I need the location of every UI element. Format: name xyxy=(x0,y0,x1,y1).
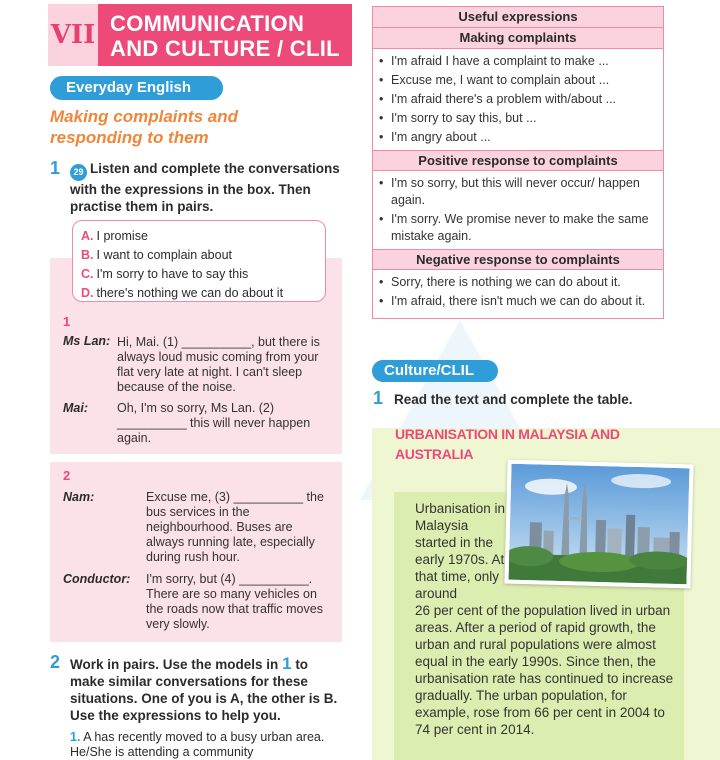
article-title: URBANISATION IN MALAYSIA AND AUSTRALIA xyxy=(395,426,620,462)
everyday-english-pill: Everyday English xyxy=(50,76,223,100)
task2-number: 2 xyxy=(50,652,61,672)
speaker-nam: Nam: xyxy=(63,490,95,504)
negative-response-list xyxy=(373,270,663,314)
task1-instruction-text: Listen and complete the conversations with the expressions in the box. Then practise them in pairs. xyxy=(70,161,340,214)
option-a: A. I promise xyxy=(81,229,148,243)
unit-title-line2: AND CULTURE / CLIL xyxy=(110,36,340,61)
task1-number: 1 xyxy=(50,158,61,178)
list-item: • I'm so sorry, but this will never occur/ happen again. xyxy=(379,175,657,209)
task2-item-1: 1. A has recently moved to a busy urban area. He/She is attending a community xyxy=(70,730,325,759)
task1-instruction xyxy=(70,160,354,215)
speech-conductor: I'm sorry, but (4) __________. There are so many vehicles on the roads now that traffic moves very slowly. xyxy=(146,572,323,631)
conversation-1-label: 1 xyxy=(63,314,71,329)
positive-response-list xyxy=(373,171,663,249)
list-item: • I'm afraid, there isn't much we can do about it. xyxy=(379,293,657,310)
negative-response-heading: Negative response to complaints xyxy=(373,249,663,270)
task2-instruction: Work in pairs. Use the models in 1 to make similar conversations for these situations. One of you is A, the other is B. Use the expressions to help you. xyxy=(70,654,338,723)
speech-mai: Oh, I'm so sorry, Ms Lan. (2) __________ this will never happen again. xyxy=(117,401,311,445)
expression-box xyxy=(72,220,326,302)
option-c: C. I'm sorry to have to say this xyxy=(81,267,249,281)
option-b: B. I want to complain about xyxy=(81,248,232,262)
article-paragraph-start: Urbanisation in Malaysia started in the early 1970s. At that time, only around xyxy=(415,501,506,601)
making-complaints-heading: Making complaints xyxy=(373,28,663,49)
culture-task-instruction: Read the text and complete the table. xyxy=(394,392,633,407)
speech-nam: Excuse me, (3) __________ the bus services in the neighbourhood. Buses are always running late, especially during rush hour. xyxy=(146,490,324,564)
speaker-conductor: Conductor: xyxy=(63,572,131,586)
kuala-lumpur-skyline-photo xyxy=(504,460,693,589)
making-complaints-list xyxy=(373,49,663,150)
conversation-2-label: 2 xyxy=(63,468,71,483)
unit-title xyxy=(110,11,340,61)
audio-track-icon[interactable]: 29 xyxy=(70,164,87,181)
culture-clil-pill: Culture/CLIL xyxy=(372,360,498,382)
speech-ms-lan: Hi, Mai. (1) __________, but there is always loud music coming from your flat very late at night. I can't sleep because of the noise. xyxy=(117,335,320,394)
task2-ref: 1 xyxy=(282,654,292,673)
useful-expressions-table xyxy=(372,6,664,319)
speaker-mai: Mai: xyxy=(63,401,88,415)
list-item: • Sorry, there is nothing we can do about it. xyxy=(379,274,657,291)
list-item: • I'm afraid there's a problem with/about ... xyxy=(379,91,657,108)
unit-number: VII xyxy=(48,4,98,66)
list-item: • Excuse me, I want to complain about ... xyxy=(379,72,657,89)
list-item: • I'm sorry. We promise never to make the same mistake again. xyxy=(379,211,657,245)
positive-response-heading: Positive response to complaints xyxy=(373,150,663,171)
list-item: • I'm angry about ... xyxy=(379,129,657,146)
option-d: D. there's nothing we can do about it xyxy=(81,286,284,300)
unit-banner xyxy=(48,4,352,66)
article-paragraph-rest: 26 per cent of the population lived in urban areas. After a period of rapid growth, the urban and rural populations were almost equal in the early 1990s. Since then, the urbanisation rate has continued to increase gradually. The urban population, for example, rose from 66 per cent in 2004 to 74 per cent in 2014. xyxy=(415,603,674,737)
useful-expressions-title: Useful expressions xyxy=(373,7,663,28)
skyline-illustration xyxy=(509,464,690,585)
section-title xyxy=(50,106,238,148)
speaker-ms-lan: Ms Lan: xyxy=(63,334,111,348)
section-title-line1: Making complaints and xyxy=(50,107,238,126)
unit-title-line1: COMMUNICATION xyxy=(110,11,305,36)
section-title-line2: responding to them xyxy=(50,128,209,147)
list-item: • I'm afraid I have a complaint to make ... xyxy=(379,53,657,70)
culture-task-number: 1 xyxy=(373,388,384,408)
list-item: • I'm sorry to say this, but ... xyxy=(379,110,657,127)
